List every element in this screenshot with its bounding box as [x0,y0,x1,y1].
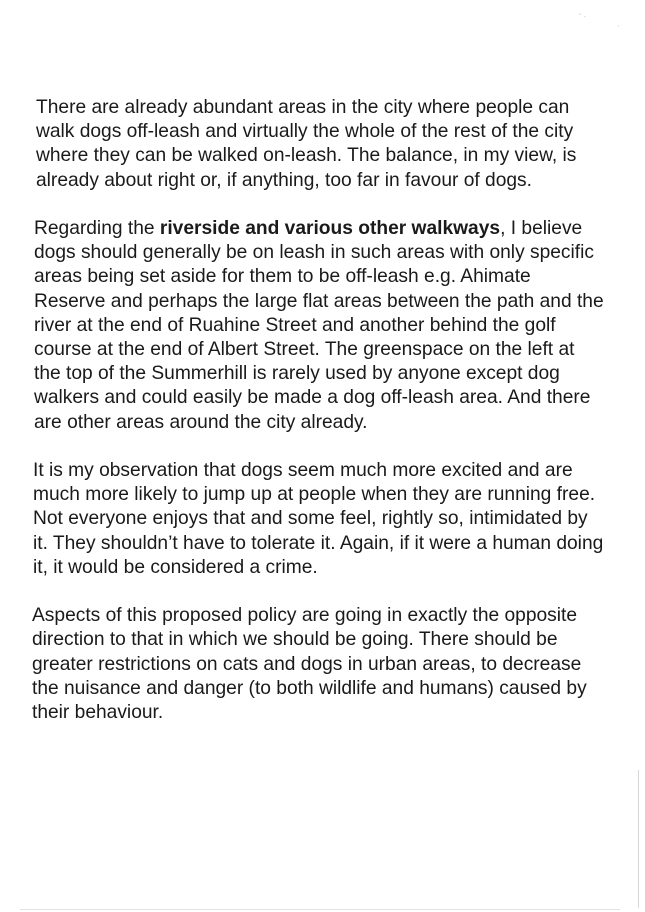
paragraph-text-lead: Regarding the [34,218,160,239]
paragraph-text: It is my observation that dogs seem much more excited and are much more likely to jump up at people when they are running free. Not everyone enjoys that and some feel, rightly so, intimidated by it. They shouldn’t have to tolerate it. Again, if it were a human doing it, it would be considered a crime. [33,460,604,578]
paragraph-text: Aspects of this proposed policy are going in exactly the opposite direction to that in which we should be going. There should be greater restrictions on cats and dogs in urban areas, to decrease the nuisance and danger (to both wildlife and humans) caused by their behaviour. [32,605,587,724]
scan-mark: ˘ · [578,13,586,21]
scan-bottom-line [20,909,620,910]
paragraph-policy-direction [32,604,604,725]
scan-edge-line [638,770,639,908]
paragraph-riverside-walkways [34,217,604,435]
paragraph-dog-behaviour [33,459,604,580]
paragraph-off-leash-areas [36,96,604,193]
paragraph-bold-emphasis: riverside and various other walkways [159,218,501,239]
paragraph-text: There are already abundant areas in the city where people can walk dogs off-leash and virtually the whole of the rest of the city where they can be walked on-leash. The balance, in my view, is already about right or, if anything, too far in favour of dogs. [36,97,577,191]
scan-mark: ˎ [617,19,621,27]
submission-text [34,96,604,749]
paragraph-text-rest: , I believe dogs should generally be on leash in such areas with only specific areas being set aside for them to be off-leash e.g. Ahimate Reserve and perhaps the large flat areas between the path and the river at the end of Ruahine Street and another behind the golf course at the end of Albert Street. The greenspace on the left at the top of the Summerhill is rarely used by anyone except dog walkers and could easily be made a dog off-leash area. And there are other areas around the city already. [34,218,604,433]
